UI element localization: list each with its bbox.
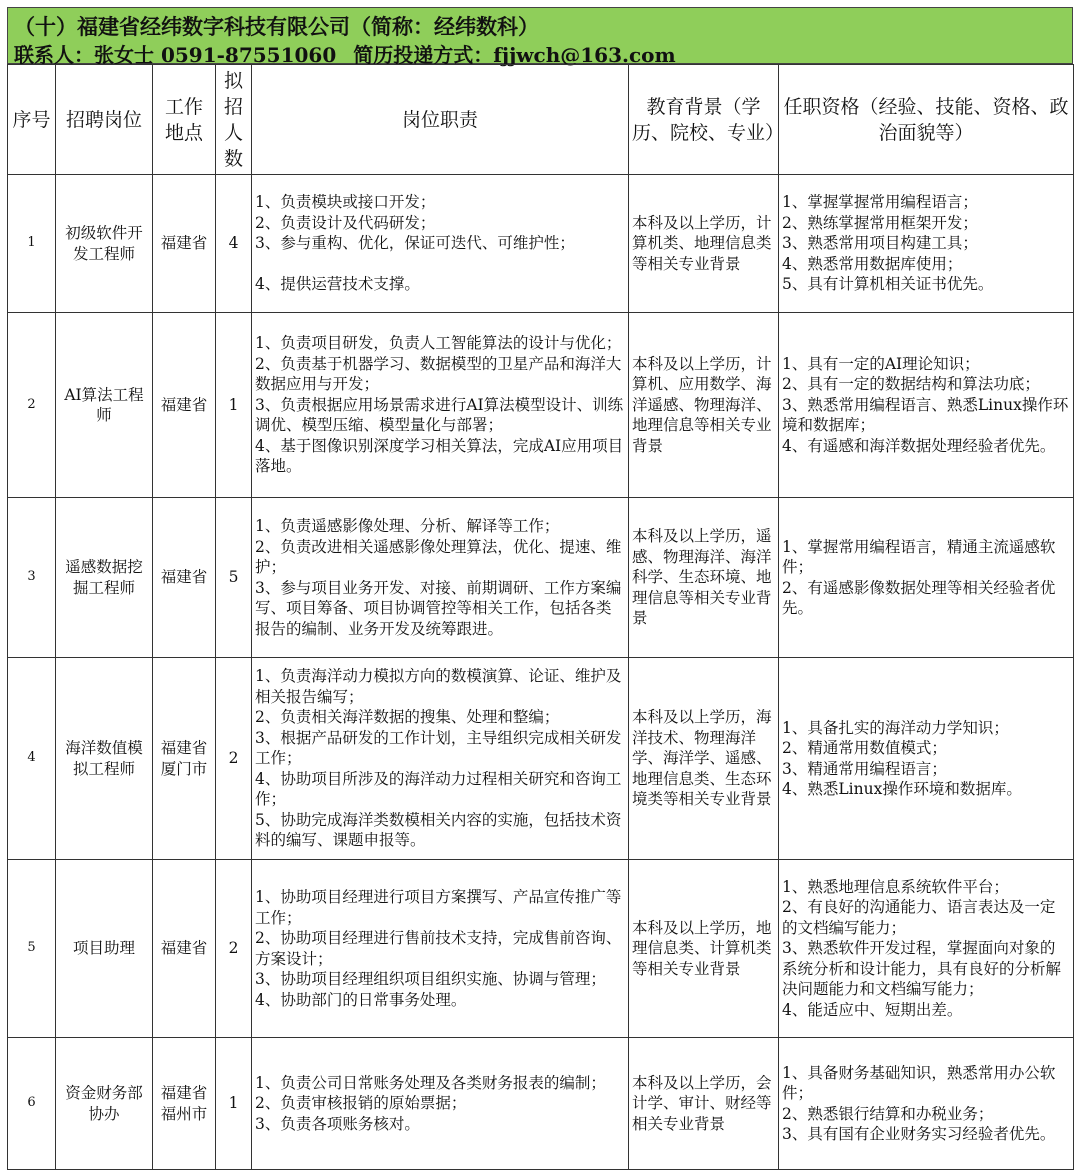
duty-line: 3、负责各项账务核对。: [255, 1114, 420, 1133]
requirement-line: 3、熟悉软件开发过程，掌握面向对象的系统分析和设计能力，具有良好的分析解决问题能力和文档编写能力；: [782, 939, 1062, 999]
row-seq: 6: [8, 1038, 56, 1170]
company-title: （十）福建省经纬数字科技有限公司（简称：经纬数科）: [14, 14, 539, 39]
duty-line: 2、负责基于机器学习、数据模型的卫星产品和海洋大数据应用与开发；: [255, 354, 622, 394]
row-duties: [252, 1038, 629, 1170]
duty-line: 1、负责遥感影像处理、分析、解译等工作；: [255, 517, 560, 535]
duty-line: 4、基于图像识别深度学习相关算法，完成AI应用项目落地。: [255, 436, 624, 476]
resume-delivery: 简历投递方式：fjjwch@163.com: [353, 43, 676, 67]
duty-line: 3、协助项目经理组织项目组织实施、协调与管理；: [255, 970, 606, 988]
table-row: [8, 313, 1074, 498]
row-count: 4: [216, 175, 252, 313]
duty-line: 5、协助完成海洋类数模相关内容的实施，包括技术资料的编写、课题申报等。: [255, 810, 622, 850]
row-count: 1: [216, 1038, 252, 1170]
duty-line: 2、负责审核报销的原始票据；: [255, 1094, 467, 1113]
row-education: 本科及以上学历，地理信息类、计算机类等相关专业背景: [629, 860, 779, 1038]
requirement-line: 1、具有一定的AI理论知识；: [782, 354, 980, 373]
table-header-row: [8, 65, 1074, 175]
duty-line: 3、负责根据应用场景需求进行AI算法模型设计、训练调优、模型压缩、模型量化与部署；: [255, 395, 624, 435]
duty-line: 3、参与重构、优化，保证可迭代、可维护性；: [255, 234, 575, 253]
row-seq: 5: [8, 860, 56, 1038]
duty-line: 4、协助部门的日常事务处理。: [255, 990, 467, 1009]
duty-line: 1、负责模块或接口开发；: [255, 193, 436, 212]
requirement-line: 3、精通常用编程语言；: [782, 759, 947, 778]
row-seq: 3: [8, 498, 56, 658]
duty-line: 2、协助项目经理进行售前技术支持，完成售前咨询、方案设计；: [255, 929, 622, 968]
table-row: [8, 498, 1074, 658]
header-education: 教育背景（学历、院校、专业）: [629, 65, 779, 175]
row-count: 5: [216, 498, 252, 658]
row-duties: [252, 658, 629, 860]
row-location: 福建省福州市: [153, 1038, 216, 1170]
row-requirements: [779, 498, 1074, 658]
requirement-line: 4、熟悉Linux操作环境和数据库。: [782, 780, 1022, 798]
requirement-line: 2、精通常用数值模式；: [782, 739, 947, 757]
row-seq: 1: [8, 175, 56, 313]
duty-line: [255, 254, 625, 275]
requirement-line: 3、熟悉常用项目构建工具；: [782, 234, 978, 253]
duty-line: 2、负责改进相关遥感影像处理算法，优化、提速、维护；: [255, 537, 622, 576]
requirement-line: 1、具备财务基础知识，熟悉常用办公软件；: [782, 1063, 1056, 1102]
duty-line: 3、根据产品研发的工作计划，主导组织完成相关研发工作；: [255, 728, 622, 768]
duty-line: 1、协助项目经理进行项目方案撰写、产品宣传推广等工作；: [255, 888, 622, 927]
row-count: 2: [216, 860, 252, 1038]
row-count: 1: [216, 313, 252, 498]
header-position: 招聘岗位: [56, 65, 153, 175]
row-position: 项目助理: [56, 860, 153, 1038]
row-position: 初级软件开发工程师: [56, 175, 153, 313]
row-education: 本科及以上学历，会计学、审计、财经等相关专业背景: [629, 1038, 779, 1170]
requirement-line: 2、熟练掌握常用框架开发；: [782, 213, 978, 232]
header-count: 拟招人数: [216, 65, 252, 175]
requirement-line: 2、有良好的沟通能力、语言表达及一定的文档编写能力；: [782, 898, 1056, 937]
row-requirements: [779, 1038, 1074, 1170]
duty-line: 2、负责设计及代码研发；: [255, 213, 436, 232]
row-position: 海洋数值模拟工程师: [56, 658, 153, 860]
requirement-line: 2、有遥感影像数据处理等相关经验者优先。: [782, 578, 1056, 617]
row-seq: 2: [8, 313, 56, 498]
row-location: 福建省: [153, 313, 216, 498]
row-education: 本科及以上学历，遥感、物理海洋、海洋科学、生态环境、地理信息等相关专业背景: [629, 498, 779, 658]
header-requirements: 任职资格（经验、技能、资格、政治面貌等）: [779, 65, 1074, 175]
duty-line: 2、负责相关海洋数据的搜集、处理和整编；: [255, 708, 560, 727]
duty-line: 4、提供运营技术支撑。: [255, 275, 420, 294]
row-location: 福建省: [153, 860, 216, 1038]
requirement-line: 4、有遥感和海洋数据处理经验者优先。: [782, 436, 1056, 455]
duty-line: 1、负责公司日常账务处理及各类财务报表的编制；: [255, 1073, 606, 1092]
row-position: 遥感数据挖掘工程师: [56, 498, 153, 658]
row-education: 本科及以上学历，计算机、应用数学、海洋遥感、物理海洋、地理信息等相关专业背景: [629, 313, 779, 498]
duty-line: 4、协助项目所涉及的海洋动力过程相关研究和咨询工作；: [255, 769, 622, 809]
requirement-line: 4、能适应中、短期出差。: [782, 1000, 963, 1019]
row-duties: [252, 498, 629, 658]
row-count: 2: [216, 658, 252, 860]
row-position: 资金财务部协办: [56, 1038, 153, 1170]
requirement-line: 3、具有国有企业财务实习经验者优先。: [782, 1125, 1056, 1143]
table-row: [8, 175, 1074, 313]
row-location: 福建省: [153, 175, 216, 313]
row-seq: 4: [8, 658, 56, 860]
row-requirements: [779, 175, 1074, 313]
header-location: 工作地点: [153, 65, 216, 175]
row-duties: [252, 860, 629, 1038]
row-requirements: [779, 658, 1074, 860]
header-seq: 序号: [8, 65, 56, 175]
requirement-line: 1、具备扎实的海洋动力学知识；: [782, 718, 1009, 737]
header-duties: 岗位职责: [252, 65, 629, 175]
row-location: 福建省厦门市: [153, 658, 216, 860]
table-row: [8, 658, 1074, 860]
requirement-line: 4、熟悉常用数据库使用；: [782, 254, 963, 273]
row-requirements: [779, 860, 1074, 1038]
row-education: 本科及以上学历，海洋技术、物理海洋学、海洋学、遥感、地理信息类、生态环境类等相关专业背景: [629, 658, 779, 860]
company-banner: [7, 7, 1073, 67]
requirement-line: 2、具有一定的数据结构和算法功底；: [782, 375, 1040, 394]
job-table: [7, 64, 1074, 1170]
duty-line: 1、负责海洋动力模拟方向的数模演算、论证、维护及相关报告编写；: [255, 667, 622, 706]
row-location: 福建省: [153, 498, 216, 658]
duty-line: 3、参与项目业务开发、对接、前期调研、工作方案编写、项目筹备、项目协调管控等相关工作，包括各类报告的编制、业务开发及统筹跟进。: [255, 578, 622, 638]
duty-line: 1、负责项目研发，负责人工智能算法的设计与优化；: [255, 334, 622, 353]
requirement-line: 1、掌握常用编程语言，精通主流遥感软件；: [782, 537, 1056, 576]
row-duties: [252, 313, 629, 498]
row-position: AI算法工程师: [56, 313, 153, 498]
requirement-line: 5、具有计算机相关证书优先。: [782, 275, 994, 294]
table-row: [8, 1038, 1074, 1170]
row-education: 本科及以上学历，计算机类、地理信息类等相关专业背景: [629, 175, 779, 313]
requirement-line: 2、熟悉银行结算和办税业务；: [782, 1104, 994, 1123]
contact-person: 联系人：张女士 0591-87551060: [14, 43, 337, 67]
row-requirements: [779, 313, 1074, 498]
requirement-line: 1、熟悉地理信息系统软件平台；: [782, 877, 1009, 896]
row-duties: [252, 175, 629, 313]
requirement-line: 3、熟悉常用编程语言、熟悉Linux操作环境和数据库；: [782, 395, 1069, 435]
table-row: [8, 860, 1074, 1038]
requirement-line: 1、掌握掌握常用编程语言；: [782, 193, 978, 212]
